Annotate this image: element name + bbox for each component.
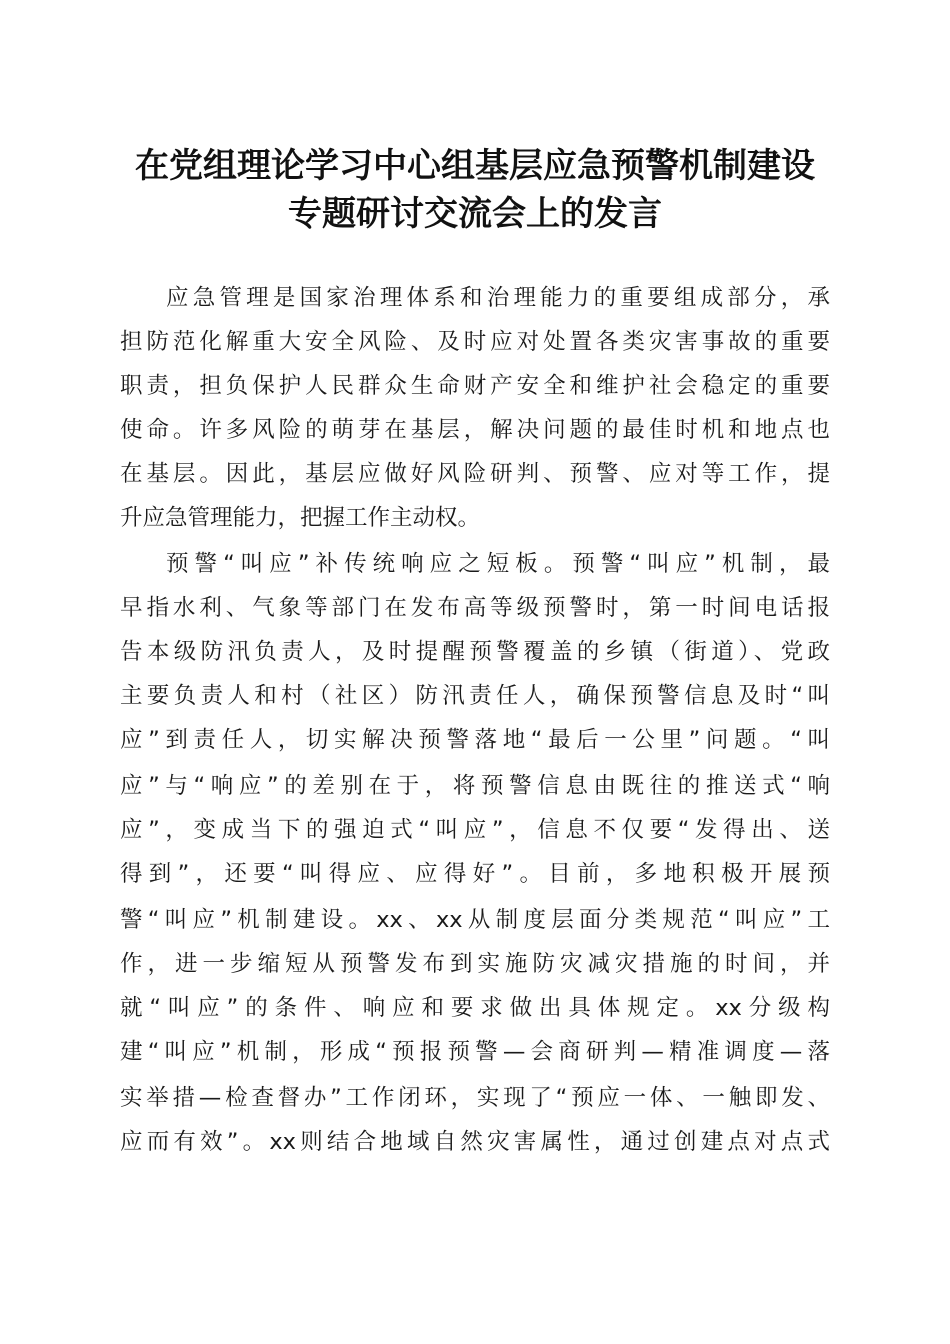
paragraph-2-line: 实举措—检查督办”工作闭环，实现了“预应一体、一触即发、 bbox=[120, 1085, 830, 1111]
paragraph-2-line: 应”与“响应”的差别在于，将预警信息由既往的推送式“响 bbox=[120, 773, 830, 799]
paragraph-1-line: 应急管理是国家治理体系和治理能力的重要组成部分，承 bbox=[166, 285, 830, 311]
paragraph-1-line: 使命。许多风险的萌芽在基层，解决问题的最佳时机和地点也 bbox=[120, 417, 830, 443]
paragraph-2-line: 预警“叫应”补传统响应之短板。预警“叫应”机制，最 bbox=[166, 551, 830, 577]
paragraph-2-line: 早指水利、气象等部门在发布高等级预警时，第一时间电话报 bbox=[120, 595, 830, 621]
paragraph-2-line: 建“叫应”机制，形成“预报预警—会商研判—精准调度—落 bbox=[120, 1039, 830, 1065]
paragraph-2-line: 告本级防汛负责人，及时提醒预警覆盖的乡镇（街道）、党政 bbox=[120, 639, 830, 665]
paragraph-1-line: 升应急管理能力，把握工作主动权。 bbox=[120, 505, 481, 531]
paragraph-2-line: 警“叫应”机制建设。xx、xx从制度层面分类规范“叫应”工 bbox=[120, 907, 830, 933]
paragraph-2-line: 得到”，还要“叫得应、应得好”。目前，多地积极开展预 bbox=[120, 861, 830, 887]
paragraph-2-line: 作，进一步缩短从预警发布到实施防灾减灾措施的时间，并 bbox=[120, 951, 830, 977]
document-title-line-1: 在党组理论学习中心组基层应急预警机制建设 bbox=[135, 146, 815, 186]
paragraph-2-line: 应”到责任人，切实解决预警落地“最后一公里”问题。“叫 bbox=[120, 727, 830, 753]
paragraph-2-line: 就“叫应”的条件、响应和要求做出具体规定。xx分级构 bbox=[120, 995, 830, 1021]
paragraph-2-line: 应而有效”。xx则结合地域自然灾害属性，通过创建点对点式 bbox=[120, 1129, 830, 1155]
paragraph-2-line: 应”，变成当下的强迫式“叫应”，信息不仅要“发得出、送 bbox=[120, 817, 830, 843]
paragraph-1-line: 担防范化解重大安全风险、及时应对处置各类灾害事故的重要 bbox=[120, 329, 830, 355]
paragraph-2-line: 主要负责人和村（社区）防汛责任人，确保预警信息及时“叫 bbox=[120, 683, 830, 709]
paragraph-1-line: 在基层。因此，基层应做好风险研判、预警、应对等工作，提 bbox=[120, 461, 830, 487]
document-title-line-2: 专题研讨交流会上的发言 bbox=[288, 194, 662, 234]
paragraph-1-line: 职责，担负保护人民群众生命财产安全和维护社会稳定的重要 bbox=[120, 373, 830, 399]
